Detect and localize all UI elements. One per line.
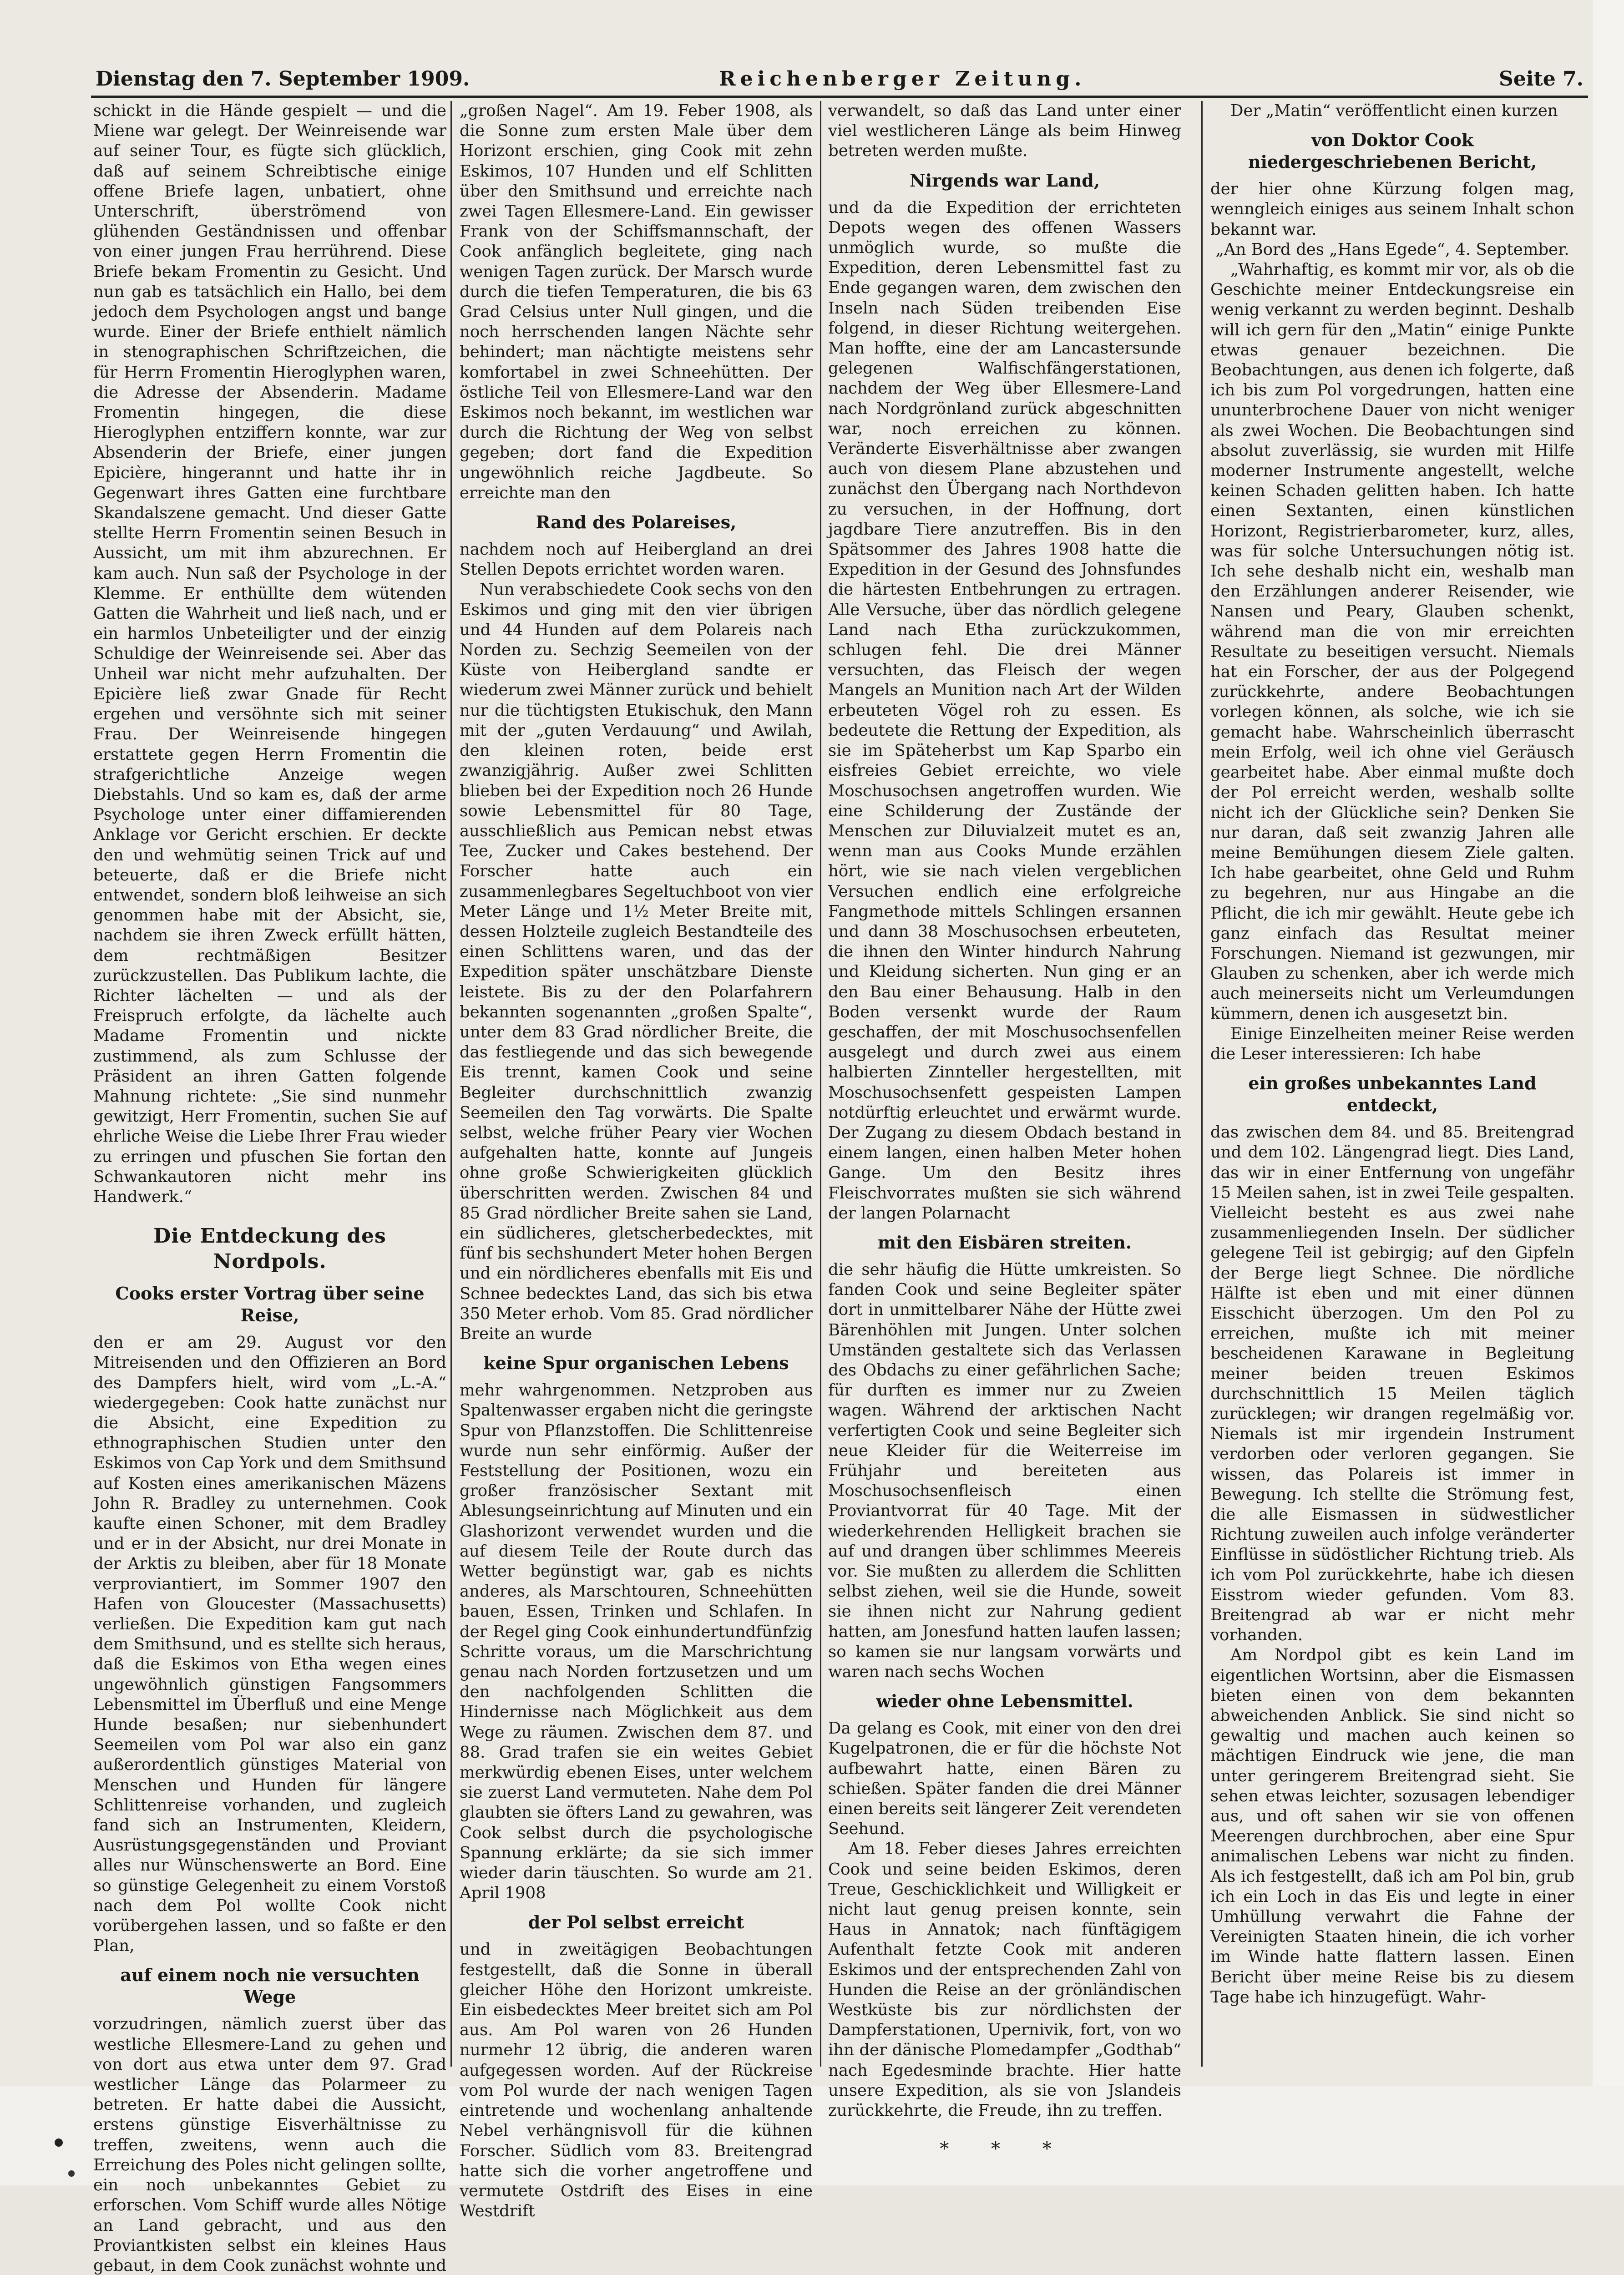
paragraph: Am 18. Feber dieses Jahres erreichten Cook und seine beiden Eskimos, deren Treue, Geschicklichkeit und Willigkeit er nicht laut genug preisen konnte, sein Haus in Annatok; nach fünftägigem Aufenthalt fetzte Cook mit anderen Eskimos und der entsprechenden Zahl von Hunden die Reise an der grönländischen Westküste bis zur nördlichsten der Dampferstationen, Upernivik, fort, von wo ihn der dänische Plomedampfer „Godthab“ nach Egedesminde brachte. Hier hatte unsere Expedition, als sie von Jslandeis zurückkehrte, die Freude, ihn zu treffen. [828, 1840, 1181, 2120]
paragraph: Einige Einzelheiten meiner Reise werden die Leser interessieren: Ich habe [1210, 1024, 1574, 1063]
paragraph: verwandelt, so daß das Land unter einer viel westlicheren Länge als beim Hinweg betreten werden mußte. [828, 101, 1181, 161]
subheading: Cooks erster Vortrag über seine Reise, [115, 1283, 425, 1326]
page-edge-right [1593, 0, 1624, 2185]
paragraph: mehr wahrgenommen. Netzproben aus Spaltenwasser ergaben nicht die geringste Spur von Pflanzstoffen. Die Schlittenreise wurde nun sehr einförmig. Außer der Feststellung der Positionen, wozu ein großer französischer Sextant mit Ablesungseinrichtung auf Minuten und ein Glashorizont verwendet wurden und die auf diesem Teile der Route durch das Wetter begünstigt war, gab es nichts anderes, als Marschtouren, Schneehütten bauen, Essen, Trinken und Schlafen. In der Regel ging Cook einhundertundfünfzig Schritte voraus, um die Marschrichtung genau nach Norden fortzusetzen und um den nachfolgenden Schlitten die Hindernisse nach Möglichkeit aus dem Wege zu räumen. Zwischen dem 87. und 88. Grad trafen sie ein weites Gebiet merkwürdig ebenen Eises, unter welchem sie zuerst Land vermuteten. Nahe dem Pol glaubten sie öfters Land zu gewahren, was Cook selbst durch die psychologische Spannung erklärte; da sie sich immer wieder darin täuschten. So wurde am 21. April 1908 [460, 1381, 813, 1903]
paragraph: „großen Nagel“. Am 19. Feber 1908, als die Sonne zum ersten Male über dem Horizont erschien, ging Cook mit zehn Eskimos, 107 Hunden und elf Schlitten über den Smithsund und erreichte nach zwei Tagen Ellesmere-Land. Ein gewisser Frank von der Schiffsmannschaft, der Cook anfänglich begleitete, ging nach wenigen Tagen zurück. Der Marsch wurde durch die tiefen Temperaturen, die bis 63 Grad Celsius unter Null gingen, und die noch herrschenden langen Nächte sehr behindert; man nächtigte meistens sehr komfortabel in zwei Schneehütten. Der östliche Teil von Ellesmere-Land war den Eskimos noch bekannt, im westlichen war durch die Richtung der Weg von selbst gegeben; dort fand die Expedition ungewöhnlich reiche Jagdbeute. So erreichte man den [460, 101, 813, 502]
subheading: Rand des Polareises, [536, 512, 737, 533]
paragraph: das zwischen dem 84. und 85. Breitengrad und dem 102. Längengrad liegt. Dies Land, das wir in einer Entfernung von ungefähr 15 Meilen sahen, ist in zwei Teile gespalten. Vielleicht besteht es aus zwei nahe zusammenliegenden Inseln. Der südlicher gelegene Teil ist gebirgig; auf den Gipfeln der Berge liegt Schnee. Die nördliche Hälfte ist eben und mit einer dünnen Eisschicht überzogen. Um den Pol zu erreichen, mußte ich mit meiner bescheidenen Karawane in Begleitung meiner beiden treuen Eskimos durchschnittlich 15 Meilen täglich zurücklegen; wir drangen regelmäßig vor. Niemals ist mir irgendein Instrument verdorben oder verloren gegangen. Sie wissen, das Polareis ist immer in Bewegung. Ich stellte die Strömung fest, die alle Eismassen in südwestlicher Richtung zuweilen auch infolge veränderter Einflüsse in südöstlicher Richtung trieb. Als ich vom Pol zurückkehrte, habe ich diesen Eisstrom wieder gefunden. Vom 83. Breitengrad ab war er nicht mehr vorhanden. [1210, 1123, 1574, 1645]
letter-dateline: „An Bord des „Hans Egede“, 4. September. [1215, 240, 1569, 259]
subheading: mit den Eisbären streiten. [877, 1232, 1132, 1253]
header-page-number: Seite 7. [1498, 67, 1584, 91]
column-divider [820, 101, 821, 2067]
paragraph: die sehr häufig die Hütte umkreisten. So fanden Cook und seine Begleiter später dort in unmittelbarer Nähe der Hütte zwei Bärenhöhlen mit Jungen. Unter solchen Umständen gestaltete sich das Verlassen des Obdachs zu einer gefährlichen Sache; für durften es immer nur zu Zweien wagen. Während der arktischen Nacht verfertigten Cook und seine Begleiter sich neue Kleider für die Weiterreise im Frühjahr und bereiteten aus Moschusochsenfleisch einen Proviantvorrat für 40 Tage. Mit der wiederkehrenden Helligkeit brachen sie auf und drangen über schlimmes Meereis vor. Sie mußten zu allerdem die Schlitten selbst ziehen, weil sie die Hunde, soweit sie ihnen nicht zur Nahrung gedient hatten, am Jonesfund hatten laufen lassen; so kamen sie nur langsam vorwärts und waren nach sechs Wochen [828, 1260, 1181, 1682]
paragraph: Der „Matin“ veröffentlicht einen kurzen [1230, 101, 1558, 120]
paragraph: Da gelang es Cook, mit einer von den drei Kugelpatronen, die er für die höchste Not aufbewahrt hatte, einen Bären zu schießen. Später fanden die drei Männer einen bereits seit längerer Zeit verendeten Seehund. [828, 1719, 1181, 1839]
header-masthead: Reichenberger Zeitung. [719, 67, 1086, 91]
column-2 [460, 101, 813, 2221]
paragraph: schickt in die Hände gespielt — und die Miene war gelegt. Der Weinreisende war auf seiner Tour, es fügte sich glücklich, daß auf seinem Schreibtische einige offene Briefe lagen, unbatiert, ohne Unterschrift, überströmend von glühenden Geständnissen und offenbar von einer jungen Frau herrührend. Diese Briefe bekam Fromentin zu Gesicht. Und nun gab es tatsächlich ein Hallo, bei dem jedoch dem Psychologen angst und bange wurde. Einer der Briefe enthielt nämlich in stenographischen Schriftzeichen, die für Herrn Fromentin Hieroglyphen waren, die Adresse der Absenderin. Madame Fromentin hingegen, die diese Hieroglyphen entziffern konnte, war zur Absenderin der Briefe, einer jungen Epicière, hingerannt und hatte ihr in Gegenwart ihres Gatten eine furchtbare Skandalszene gemacht. Und dieser Gatte stellte Herrn Fromentin seinen Besuch in Aussicht, um mit ihm abzurechnen. Er kam auch. Nun saß der Psychologe in der Klemme. Er enthüllte dem wütenden Gatten die Wahrheit und ließ nach, und er ein harmlos Unbeteiligter und der einzig Schuldige der Weinreisende sei. Aber das Unheil war nicht mehr aufzuhalten. Der Epicière ließ zwar Gnade für Recht ergehen und versöhnte sich mit seiner Frau. Der Weinreisende hingegen erstattete gegen Herrn Fromentin die strafgerichtliche Anzeige wegen Diebstahls. Und so kam es, daß der arme Psychologe unter einer diffamierenden Anklage vor Gericht erschien. Er deckte den und wehmütig seinen Trick auf und beteuerte, daß er die Briefe nicht entwendet, sondern bloß leihweise an sich genommen habe mit der Absicht, sie, nachdem sie ihren Zweck erfüllt hätten, dem rechtmäßigen Besitzer zurückzustellen. Das Publikum lachte, die Richter lächelten — und als der Freispruch erfolgte, da lächelte auch Madame Fromentin und nickte zustimmend, als zum Schlusse der Präsident an ihren Gatten folgende Mahnung richtete: „Sie sind nunmehr gewitzigt, Herr Fromentin, suchen Sie auf ehrliche Weise die Liebe Ihrer Frau wieder zu erringen und pfuschen Sie fortan den Schwankautoren nicht mehr ins Handwerk.“ [93, 101, 446, 1206]
paragraph: der hier ohne Kürzung folgen mag, wenngleich einiges aus seinem Inhalt schon bekannt war. [1210, 180, 1574, 239]
paragraph: Nun verabschiedete Cook sechs von den Eskimos und ging mit den vier übrigen und 44 Hunden auf dem Polareis nach Norden zu. Sechzig Seemeilen von der Küste von Heibergland sandte er wiederum zwei Männer zurück und behielt nur die tüchtigsten Etukischuk, den Mann mit der „guten Verdauung“ und Awilah, den kleinen roten, beide erst zwanzigjährig. Außer zwei Schlitten blieben bei der Expedition noch 26 Hunde sowie Lebensmittel für 80 Tage, ausschließlich aus Pemican nebst etwas Tee, Zucker und Cakes bestehend. Der Forscher hatte auch ein zusammenlegbares Segeltuchboot von vier Meter Länge und 1½ Meter Breite mit, dessen Holzteile zugleich Bestandteile des einen Schlittens waren, und das der Expedition später unschätzbare Dienste leistete. Bis zu der den Polarfahrern bekannten sogenannten „großen Spalte“, unter dem 83 Grad nördlicher Breite, die das festliegende und das sich bewegende Eis trennt, kamen Cook und seine Begleiter durchschnittlich zwanzig Seemeilen den Tag vorwärts. Die Spalte selbst, welche früher Peary vier Wochen aufgehalten hatte, konnte auf Jungeis ohne große Schwierigkeiten glücklich überschritten werden. Zwischen 84 und 85 Grad nördlicher Breite sahen sie Land, ein südlicheres, gletscherbedecktes, mit fünf bis sechshundert Meter hohen Bergen und ein nördlicheres ebenfalls mit Eis und Schnee bedecktes Land, das sich bis etwa 350 Meter erhob. Vom 85. Grad nördlicher Breite an wurde [460, 580, 813, 1343]
paragraph: den er am 29. August vor den Mitreisenden und den Offizieren an Bord des Dampfers hielt, wird vom „L.-A.“ wiedergegeben: Cook hatte zunächst nur die Absicht, eine Expedition zu ethnographischen Studien unter den Eskimos von Cap York und dem Smithsund auf Kosten eines amerikanischen Mäzens John R. Bradley zu unternehmen. Cook kaufte einen Schoner, mit dem Bradley und er in der Absicht, nur drei Monate in der Arktis zu bleiben, aber für 18 Monate verproviantiert, im Sommer 1907 den Hafen von Gloucester (Massachusetts) verließen. Die Expedition kam gut nach dem Smithsund, und es stellte sich heraus, daß die Eskimos von Etha wegen eines ungewöhnlich günstigen Fangsommers Lebensmittel im Überfluß und eine Menge Hunde besaßen; nur siebenhundert Seemeilen vom Pol war also ein ganz außerordentlich günstiges Material von Menschen und Hunden für längere Schlittenreise vorhanden, und zugleich fand sich an Instrumenten, Kleidern, Ausrüstungsgegenständen und Proviant alles nur Wünschenswerte an Bord. Eine so günstige Gelegenheit zu einem Vorstoß nach dem Pol wollte Cook nicht vorübergehen lassen, und so faßte er den Plan, [93, 1333, 446, 1956]
subheading: von Doktor Cook niedergeschriebenen Bericht, [1248, 130, 1537, 172]
header-date: Dienstag den 7. September 1909. [96, 67, 470, 91]
paragraph: „Wahrhaftig, es kommt mir vor, als ob die Geschichte meiner Entdeckungsreise ein wenig verkannt zu werden beginnt. Deshalb will ich gern für den „Matin“ einige Punkte etwas genauer bezeichnen. Die Beobachtungen, aus denen ich folgerte, daß ich bis zum Pol vorgedrungen, hatten eine ununterbrochene Dauer von nicht weniger als zwei Wochen. Die Beobachtungen sind absolut zuverlässig, sie wurden mit Hilfe moderner Instrumente angestellt, welche keinen Schaden gelitten haben. Ich hatte einen Sextanten, einen künstlichen Horizont, Registrierbarometer, kurz, alles, was für solche Untersuchungen nötig ist. Ich sehe deshalb nicht ein, weshalb man den Erzählungen anderer Reisender, wie Nansen und Peary, Glauben schenkt, während man die von mir erreichten Resultate zu beseitigen versucht. Niemals hat ein Forscher, der aus der Polgegend zurückkehrte, andere Beobachtungen vorlegen können, als solche, wie ich sie gemacht habe. Wahrscheinlich überrascht mein Erfolg, weil ich ohne viel Geräusch gearbeitet habe. Aber einmal mußte doch der Pol erreicht werden, weshalb sollte nicht ich der Glückliche sein? Denken Sie nur daran, daß seit zwanzig Jahren alle meine Bemühungen diesem Ziele galten. Ich habe gearbeitet, ohne Geld und Ruhm zu begehren, nur aus Hingabe an die Pflicht, die ich mir gewählt. Heute gebe ich ganz einfach das Resultat meiner Forschungen. Niemand ist gezwungen, mir Glauben zu schenken, aber ich werde mich auch meinerseits nicht um Verleumdungen kümmern, denen ich ausgesetzt bin. [1210, 260, 1574, 1023]
paragraph: nachdem noch auf Heibergland an drei Stellen Depots errichtet worden waren. [460, 540, 813, 579]
ink-spot [68, 2170, 75, 2177]
subheading: ein großes unbekanntes Land entdeckt, [1248, 1073, 1537, 1116]
subheading: keine Spur organischen Lebens [483, 1353, 789, 1374]
column-3 [828, 101, 1181, 2160]
subheading: Nirgends war Land, [909, 170, 1100, 191]
page-header [91, 64, 1588, 96]
paragraph: vorzudringen, nämlich zuerst über das westliche Ellesmere-Land zu gehen und von dort aus etwa unter dem 97. Grad westlicher Länge das Polarmeer zu betreten. Er hatte dabei die Aussicht, erstens günstige Eisverhältnisse zu treffen, zweitens, wenn auch die Erreichung des Poles nicht gelingen sollte, ein noch unbekanntes Gebiet zu erforschen. Vom Schiff wurde alles Nötige an Land gebracht, und aus den Proviantkisten selbst ein kleines Haus gebaut, in dem Cook zunächst wohnte und [93, 2015, 446, 2275]
column-1 [93, 101, 446, 2275]
subheading: auf einem noch nie versuchten Wege [120, 1965, 420, 2007]
column-4 [1210, 101, 1574, 2062]
subheading: der Pol selbst erreicht [528, 1912, 744, 1933]
section-separator: * * * [940, 2138, 1070, 2160]
column-divider [1201, 101, 1203, 2067]
article-title: Die Entdeckung des Nordpols. [153, 1224, 386, 1274]
paragraph: und da die Expedition der errichteten Depots wegen des offenen Wassers unmöglich wurde, so mußte die Expedition, deren Lebensmittel fast zu Ende gegangen waren, dem zwischen den Inseln nach Süden treibenden Eise folgend, in dieser Richtung weitergehen. Man hoffte, eine der am Lancastersunde gelegenen Walfischfängerstationen, nachdem der Weg über Ellesmere-Land nach Nordgrönland zurück abgeschnitten war, noch erreichen zu können. Veränderte Eisverhältnisse aber zwangen auch von diesem Plane abzustehen und zunächst den Übergang nach Northdevon zu versuchen, in der Hoffnung, dort jagdbare Tiere anzutreffen. Bis in den Spätsommer des Jahres 1908 hatte die Expedition in der Gesund des Johnsfundes die härtesten Entbehrungen zu ertragen. Alle Versuche, über das nördlich gelegene Land nach Etha zurückzukommen, schlugen fehl. Die drei Männer versuchten, das Fleisch der wegen Mangels an Munition nach Art der Wilden erbeuteten Vögel roh zu essen. Es bedeutete die Rettung der Expedition, als sie im Späteherbst um Kap Sparbo ein eisfreies Gebiet erreichte, wo viele Moschusochsen angetroffen wurden. Wie eine Schilderung der Zustände der Menschen zur Diluvialzeit mutet es an, wenn man aus Cooks Munde erzählen hört, wie sie nach vielen vergeblichen Versuchen endlich eine erfolgreiche Fangmethode mittels Schlingen ersannen und dann 38 Moschusochsen erbeuteten, die ihnen den Winter hindurch Nahrung und Kleidung sicherten. Nun ging er an den Bau einer Behausung. Halb in den Boden versenkt wurde der Raum geschaffen, der mit Moschusochsenfellen ausgelegt und durch zwei aus einem halbierten Zinnteller hergestellten, mit Moschusochsenfett gespeisten Lampen notdürftig erleuchtet und erwärmt wurde. Der Zugang zu diesem Obdach bestand in einem langen, einen halben Meter hohen Gange. Um den Besitz ihres Fleischvorrates mußten sie sich während der langen Polarnacht [828, 198, 1181, 1223]
header-rule [91, 96, 1588, 98]
paragraph: und in zweitägigen Beobachtungen festgestellt, daß die Sonne in überall gleicher Höhe den Horizont umkreiste. Ein eisbedecktes Meer breitet sich am Pol aus. Am Pol waren von 26 Hunden nurmehr 12 übrig, die anderen waren aufgegessen worden. Auf der Rückreise vom Pol wurde der nach wenigen Tagen eintretende und wochenlang anhaltende Nebel verhängnisvoll für die kühnen Forscher. Südlich vom 83. Breitengrad hatte sich die vorher angetroffene und vermutete Ostdrift des Eises in eine Westdrift [460, 1940, 813, 2221]
paragraph: Am Nordpol gibt es kein Land im eigentlichen Wortsinn, aber die Eismassen bieten einen von dem bekannten abweichenden Anblick. Sie sind nicht so gewaltig und machen auch keinen so mächtigen Eindruck wie jene, die man unter geringerem Breitengrad sieht. Sie sehen etwas leichter, sozusagen lebendiger aus, und oft sahen wir sie von offenen Meerengen durchbrochen, aber eine Spur animalischen Lebens war nicht zu finden. Als ich festgestellt, daß ich am Pol bin, grub ich ein Loch in das Eis und legte in einer Umhüllung verwahrt die Fahne der Vereinigten Staaten hinein, die ich vorher im Winde hatte flattern lassen. Einen Bericht über meine Reise bis zu diesem Tage habe ich hinzugefügt. Wahr- [1210, 1646, 1574, 2007]
ink-spot [55, 2138, 63, 2147]
column-divider [450, 101, 452, 2067]
subheading: wieder ohne Lebensmittel. [876, 1691, 1133, 1712]
